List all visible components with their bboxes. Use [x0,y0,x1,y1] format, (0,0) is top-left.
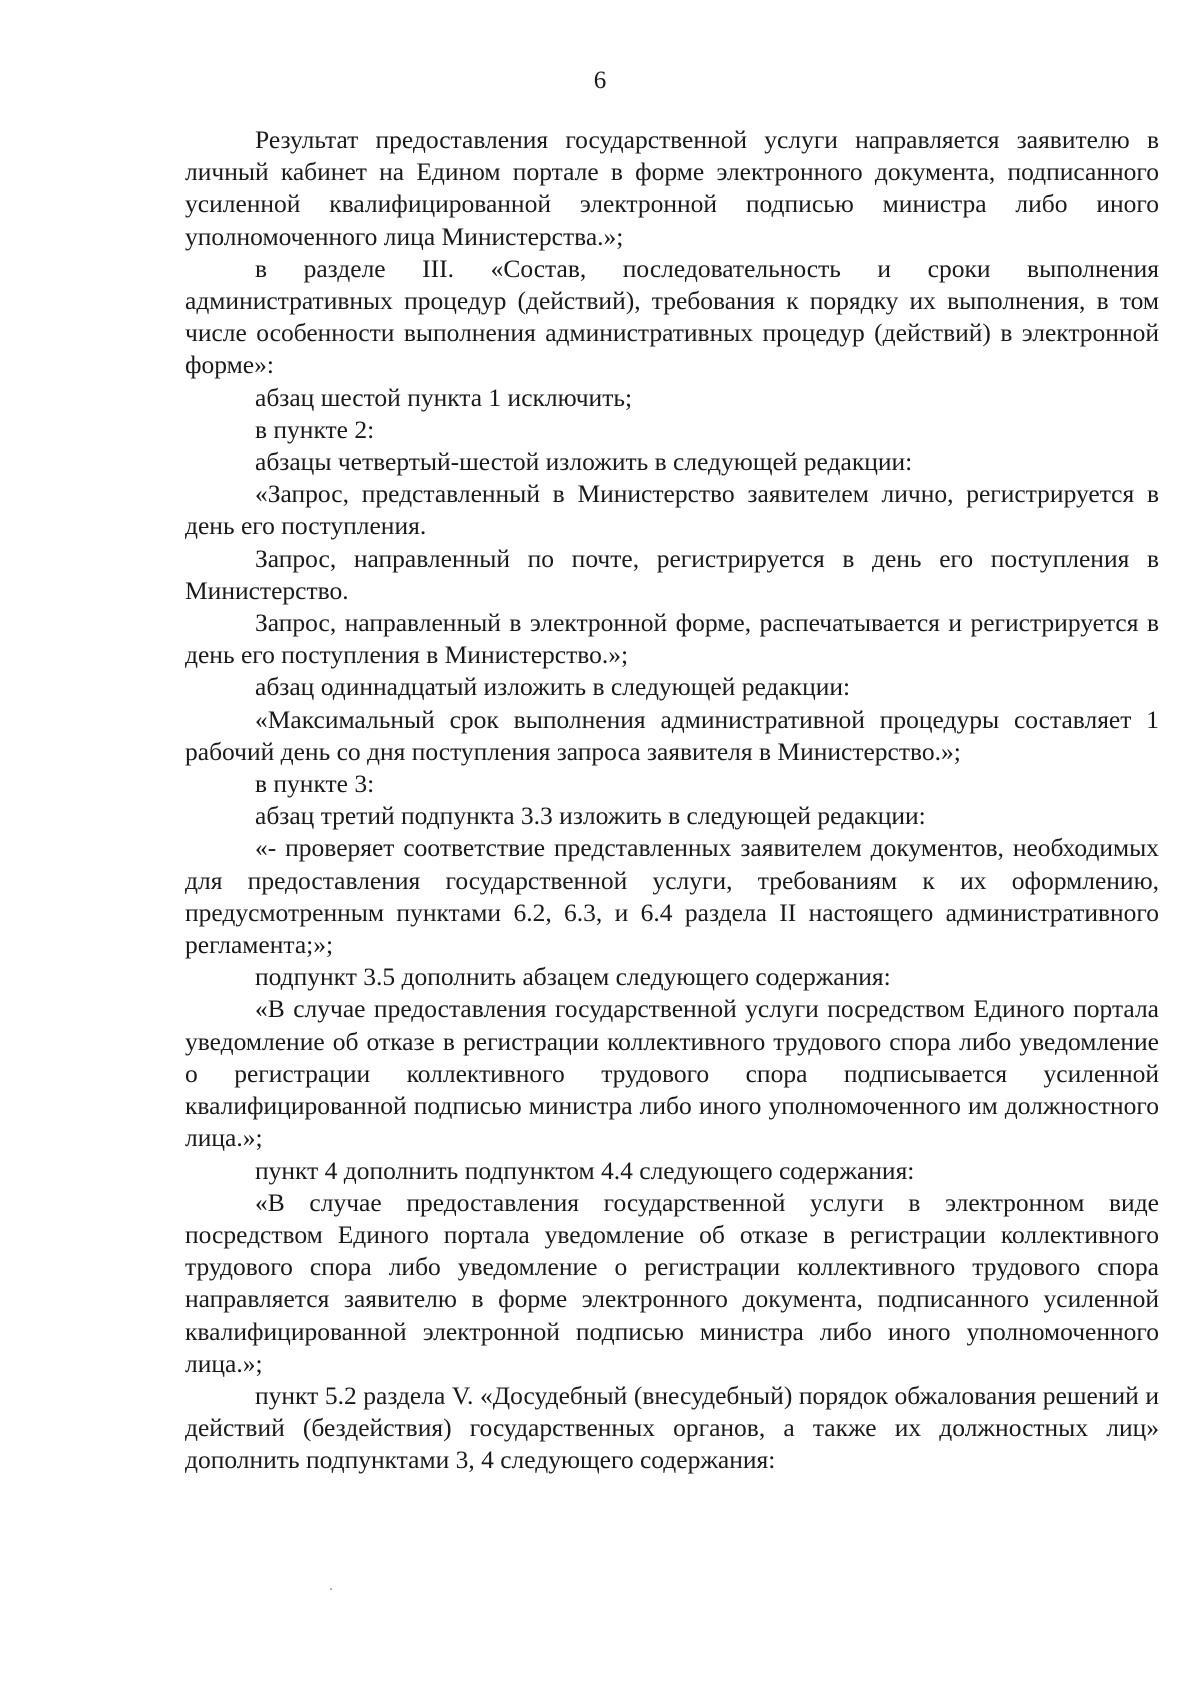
paragraph: «- проверяет соответствие представленных заявителем документов, необходимых для предоставления государственной услуги, требованиям к их оформлению, предусмотренным пунктами 6.2, 6.3, и 6.4 раздела II настоящего административного регламента;»; [185,833,1159,960]
paragraph: подпункт 3.5 дополнить абзацем следующего содержания: [255,962,891,992]
paragraph: в пункте 2: [255,414,375,444]
paragraph: «Максимальный срок выполнения административной процедуры составляет 1 рабочий день со дня поступления запроса заявителя в Министерство.»; [185,704,1159,766]
paragraph: абзац третий подпункта 3.3 изложить в следующей редакции: [255,801,926,831]
paragraph: в разделе III. «Состав, последовательность и сроки выполнения административных процедур (действий), требования к порядку их выполнения, в том числе особенности выполнения административных процедур (действий) в электронной форме»: [185,253,1159,380]
paragraph: Результат предоставления государственной услуги направляется заявителю в личный кабинет на Едином портале в форме электронного документа, подписанного усиленной квалифицированной электронной подписью министра либо иного уполномоченного лица Министерства.»; [185,125,1159,251]
scan-speck [330,1588,332,1590]
paragraph: «Запрос, представленный в Министерство заявителем лично, регистрируется в день его поступления. [185,479,1159,541]
paragraph: «В случае предоставления государственной услуги в электронном виде посредством Единого портала уведомление об отказе в регистрации коллективного трудового спора либо уведомление о регистрации коллективного трудового спора направляется заявителю в форме электронного документа, подписанного усиленной квалифицированной электронной подписью министра либо иного уполномоченного лица.»; [185,1187,1159,1378]
paragraph: абзац одиннадцатый изложить в следующей редакции: [255,672,851,702]
paragraph: Запрос, направленный по почте, регистрируется в день его поступления в Министерство. [185,543,1159,605]
paragraph: абзацы четвертый-шестой изложить в следующей редакции: [255,447,913,477]
paragraph: в пункте 3: [255,769,375,799]
paragraph: «В случае предоставления государственной услуги посредством Единого портала уведомление об отказе в регистрации коллективного трудового спора либо уведомление о регистрации коллективного трудового спора подписывается усиленной квалифицированной подписью министра либо иного уполномоченного им должностного лица.»; [185,994,1159,1153]
page-number: 6 [593,67,607,94]
document-body [185,124,1159,1477]
paragraph: пункт 5.2 раздела V. «Досудебный (внесудебный) порядок обжалования решений и действий (бездействия) государственных органов, а также их должностных лиц» дополнить подпунктами 3, 4 следующего содержания: [185,1380,1159,1475]
paragraph: абзац шестой пункта 1 исключить; [255,382,633,412]
paragraph: Запрос, направленный в электронной форме, распечатывается и регистрируется в день его поступления в Министерство.»; [185,608,1159,670]
paragraph: пункт 4 дополнить подпунктом 4.4 следующего содержания: [255,1155,915,1185]
